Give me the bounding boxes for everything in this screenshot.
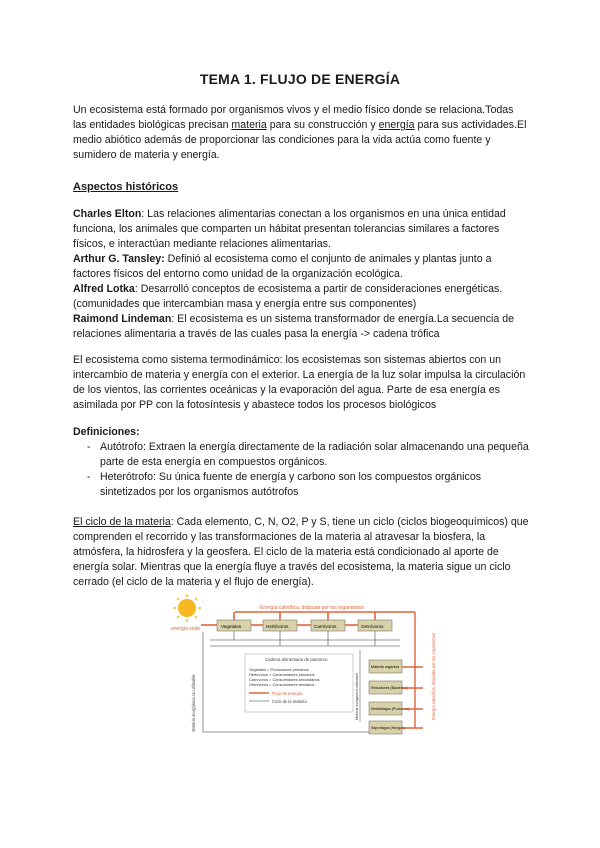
historic-heading: Aspectos históricos: [73, 181, 179, 193]
historic-item-tansley: [73, 252, 529, 282]
thermo-paragraph: El ecosistema como sistema termodinámico: los ecosistemas son sistemas abiertos con un intercambio de materia y energía con el exterior. La energía de la luz solar impulsa la circulación de los vientos, las corrientes oceánicas y la evaporación del agua. Parte de esa energía es asimilada por PP con la fotosíntesis y abastece todos los procesos biológicos: [73, 354, 526, 411]
heat-top-label: Energía calorífica, disipada por los organismos: [260, 605, 364, 611]
legend-matter-label: Ciclo de la materia: [272, 699, 307, 704]
author-text: : Desarrolló conceptos de ecosistema a partir de consideraciones energéticas.(comunidades que intercambian masa y energía entre sus componentes): [73, 283, 503, 310]
intro-text-3: para sus actividades.El medio abiótico además de proporcionar las condiciones para la vida actúa como fuente y sumidero de materia y energía.: [73, 119, 527, 161]
definition-heterotrofo: - Heterótrofo: Su única fuente de energía y carbono son los compuestos orgánicos sintetizados por los organismos autótrofos: [73, 470, 529, 500]
sun-icon: [173, 594, 201, 622]
historic-item-lotka: [73, 282, 529, 312]
legend-line: Carnívoros = Consumidores secundarios: [249, 677, 320, 682]
definitions-list: [73, 440, 529, 500]
box-label: Materia orgánica: [371, 665, 400, 669]
historic-item-elton: [73, 207, 529, 252]
author-name: Charles Elton: [73, 208, 142, 220]
box-label: Carnívoros: [314, 624, 337, 629]
definition-autotrofo: - Autótrofo: Extraen la energía directamente de la radiación solar almacenando una pequeña parte de esta energía en compuestos orgánicos.: [73, 440, 529, 470]
historic-item-lindeman: [73, 312, 529, 342]
box-label: Vegetales: [221, 624, 242, 629]
box-label: Destritófagos (Protozoos): [371, 707, 410, 711]
definitions-block: [73, 425, 529, 500]
legend-line: Omnívoros = Consumidores terciarios: [249, 682, 315, 687]
ecosystem-diagram: [165, 592, 448, 738]
intro-energia-link: energía: [378, 119, 415, 131]
intro-text-2: para su construcción y: [266, 119, 379, 131]
page-title: TEMA 1. FLUJO DE ENERGÍA: [199, 71, 401, 87]
chain-label: Cadena alimentaria de pastoreo: [265, 657, 328, 662]
author-text: Definió al ecosistema como el conjunto de animales y plantas junto a factores físicos del entorno como unidad de la organización ecológica.: [73, 253, 492, 280]
legend-line: Vegetales = Productores primarios: [249, 667, 309, 672]
intro-materia-link: materia: [231, 119, 267, 131]
vertical-left-label: Materia inorgánica no utilizable: [191, 674, 196, 732]
author-name: Raimond Lindeman: [73, 313, 172, 325]
heat-right-label: Energía calorífica, disipada por los organismos: [431, 632, 436, 720]
box-label: Reductores (Bacterias): [371, 686, 408, 690]
author-text: : Las relaciones alimentarias conectan a los organismos en una única entidad funciona, los animales que comparten un hábitat presentan tolerancias similares a factores físicos, e interactúan mediante relaciones alimentarias.: [73, 208, 506, 250]
intro-text-1: Un ecosistema está formado por organismos vivos y el medio físico donde se relaciona.Todas las entidades biológicas precisan: [73, 104, 514, 131]
vertical-mid-label: Materia inorgánica utilizable: [355, 672, 359, 720]
legend-energy-label: Flujo de energía: [272, 691, 303, 696]
definitions-heading: Definiciones:: [73, 426, 140, 438]
historic-list: [73, 207, 529, 342]
author-text: : El ecosistema es un sistema transformador de energía.La secuencia de relaciones alimentaria a través de las cuales pasa la energía -> cadena trófica: [73, 313, 515, 340]
box-label: Herbívoros: [266, 624, 289, 629]
cycle-paragraph: [73, 515, 529, 590]
intro-paragraph: [73, 103, 529, 163]
author-name: Arthur G. Tansley:: [73, 253, 165, 265]
legend-line: Herbívoros = Consumidores primarios: [249, 672, 315, 677]
box-label: Saprófagos (Hongos): [371, 726, 406, 730]
box-label: Omnívoros: [361, 624, 384, 629]
cycle-lead: El ciclo de la materia: [73, 516, 171, 528]
sun-label: energía solar: [171, 626, 201, 632]
cycle-text: : Cada elemento, C, N, O2, P y S, tiene un ciclo (ciclos biogeoquímicos) que comprenden el recorrido y las transformaciones de la materia al atravesar la biosfera, la atmósfera, la hidrosfera y la geosfera. El ciclo de la materia está condicionado al aporte de energía solar. Mientras que la energía fluye a través del ecosistema, la materia sigue un ciclo cerrado (el ciclo de la materia y el flujo de energía).: [73, 516, 529, 588]
author-name: Alfred Lotka: [73, 283, 135, 295]
